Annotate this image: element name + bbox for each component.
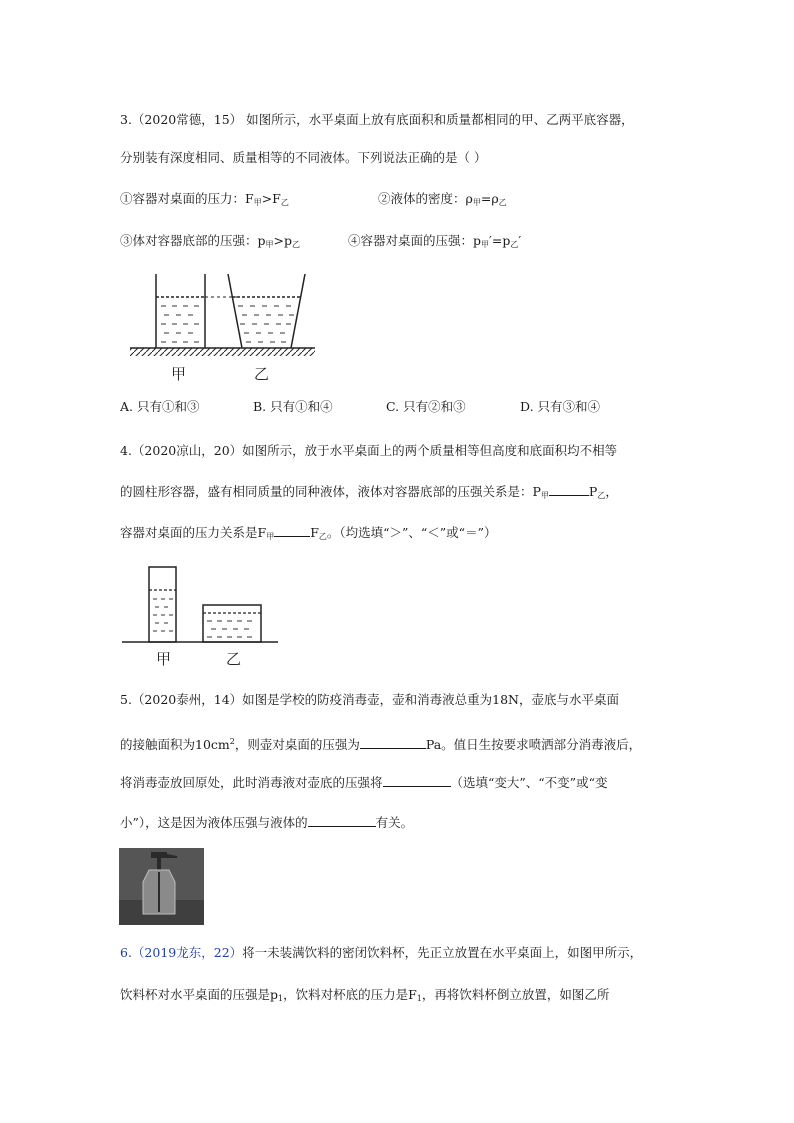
q4-blank-force[interactable] bbox=[274, 525, 310, 537]
q5-line-2: 的接触面积为$10cm^2$，则壶对桌面的压强为 Pa。值日生按要求喷洒部分消毒液后， bbox=[120, 737, 642, 752]
q5-line-1: 5.（2020泰州，14）如图是学校的防疫消毒壶，壶和消毒液总重为18N，壶底与水平桌面 bbox=[120, 692, 619, 707]
q6-line-1: 6.（2019龙东，22）将一未装满饮料的密闭饮料杯，先正立放置在水平桌面上，如图甲所示， bbox=[120, 945, 643, 960]
q3-statement-4: ④容器对桌面的压强：$p_甲'=p_乙'$ bbox=[348, 233, 522, 249]
q6-header: 6.（2019龙东，22） bbox=[120, 945, 243, 960]
spray-bottle-icon bbox=[119, 848, 204, 925]
q4-figure-cylinders bbox=[120, 560, 280, 670]
cylinder-yi bbox=[203, 605, 261, 642]
q4-fig-label-jia: 甲 bbox=[156, 650, 172, 668]
q3-statement-3: ③体对容器底部的压强：$p_甲>p_乙$ bbox=[120, 233, 300, 249]
q3-statement-2: ②液体的密度：$\rho_甲=\rho_乙$ bbox=[378, 191, 507, 207]
q6-line-2: 饮料杯对水平桌面的压强是$p_1$，饮料对杯底的压力是$F_1$，再将饮料杯倒立放置，如图乙所 bbox=[120, 987, 610, 1003]
q3-figure-containers bbox=[128, 268, 318, 388]
q3-line-1: 3.（2020常德，15） 如图所示，水平桌面上放有底面积和质量都相同的甲、乙两平底容器， bbox=[120, 112, 634, 127]
q4-blank-pressure[interactable] bbox=[549, 484, 589, 496]
q5-blank-pressure[interactable] bbox=[360, 737, 426, 749]
q4-line-3: 容器对桌面的压力关系是$F_甲$ $F_乙$。（均选填“＞”、“＜”或“＝”） bbox=[120, 525, 497, 541]
q3-option-c: C. 只有②和③ bbox=[386, 399, 466, 414]
container-jia bbox=[156, 274, 205, 348]
container-yi bbox=[228, 274, 305, 348]
q3-line-2: 分别装有深度相同、质量相等的不同液体。下列说法正确的是（ ） bbox=[120, 150, 487, 165]
q3-option-b: B. 只有①和④ bbox=[253, 399, 333, 414]
table-hatch bbox=[130, 348, 315, 356]
q3-fig-label-yi: 乙 bbox=[254, 365, 270, 383]
cylinder-jia bbox=[149, 567, 176, 642]
q3-option-a: A. 只有①和③ bbox=[120, 399, 200, 414]
q5-blank-change[interactable] bbox=[383, 775, 451, 787]
q4-line-1: 4.（2020凉山，20）如图所示，放于水平桌面上的两个质量相等但高度和底面积均不相等 bbox=[120, 443, 618, 458]
spray-bottle-photo bbox=[119, 848, 204, 925]
q5-line-4: 小”），这是因为液体压强与液体的 有关。 bbox=[120, 815, 414, 830]
q4-line-2: 的圆柱形容器，盛有相同质量的同种液体，液体对容器底部的压强关系是：$P_甲$ $P_乙$， bbox=[120, 484, 618, 500]
q3-fig-label-jia: 甲 bbox=[171, 365, 187, 383]
q3-statement-1: ①容器对桌面的压力：$F_甲>F_乙$ bbox=[120, 191, 289, 207]
q5-blank-factor[interactable] bbox=[308, 815, 376, 827]
q3-option-d: D. 只有③和④ bbox=[520, 399, 601, 414]
q5-line-3: 将消毒壶放回原处，此时消毒液对壶底的压强将 （选填“变大”、“不变”或“变 bbox=[120, 775, 608, 790]
q4-fig-label-yi: 乙 bbox=[226, 650, 242, 668]
